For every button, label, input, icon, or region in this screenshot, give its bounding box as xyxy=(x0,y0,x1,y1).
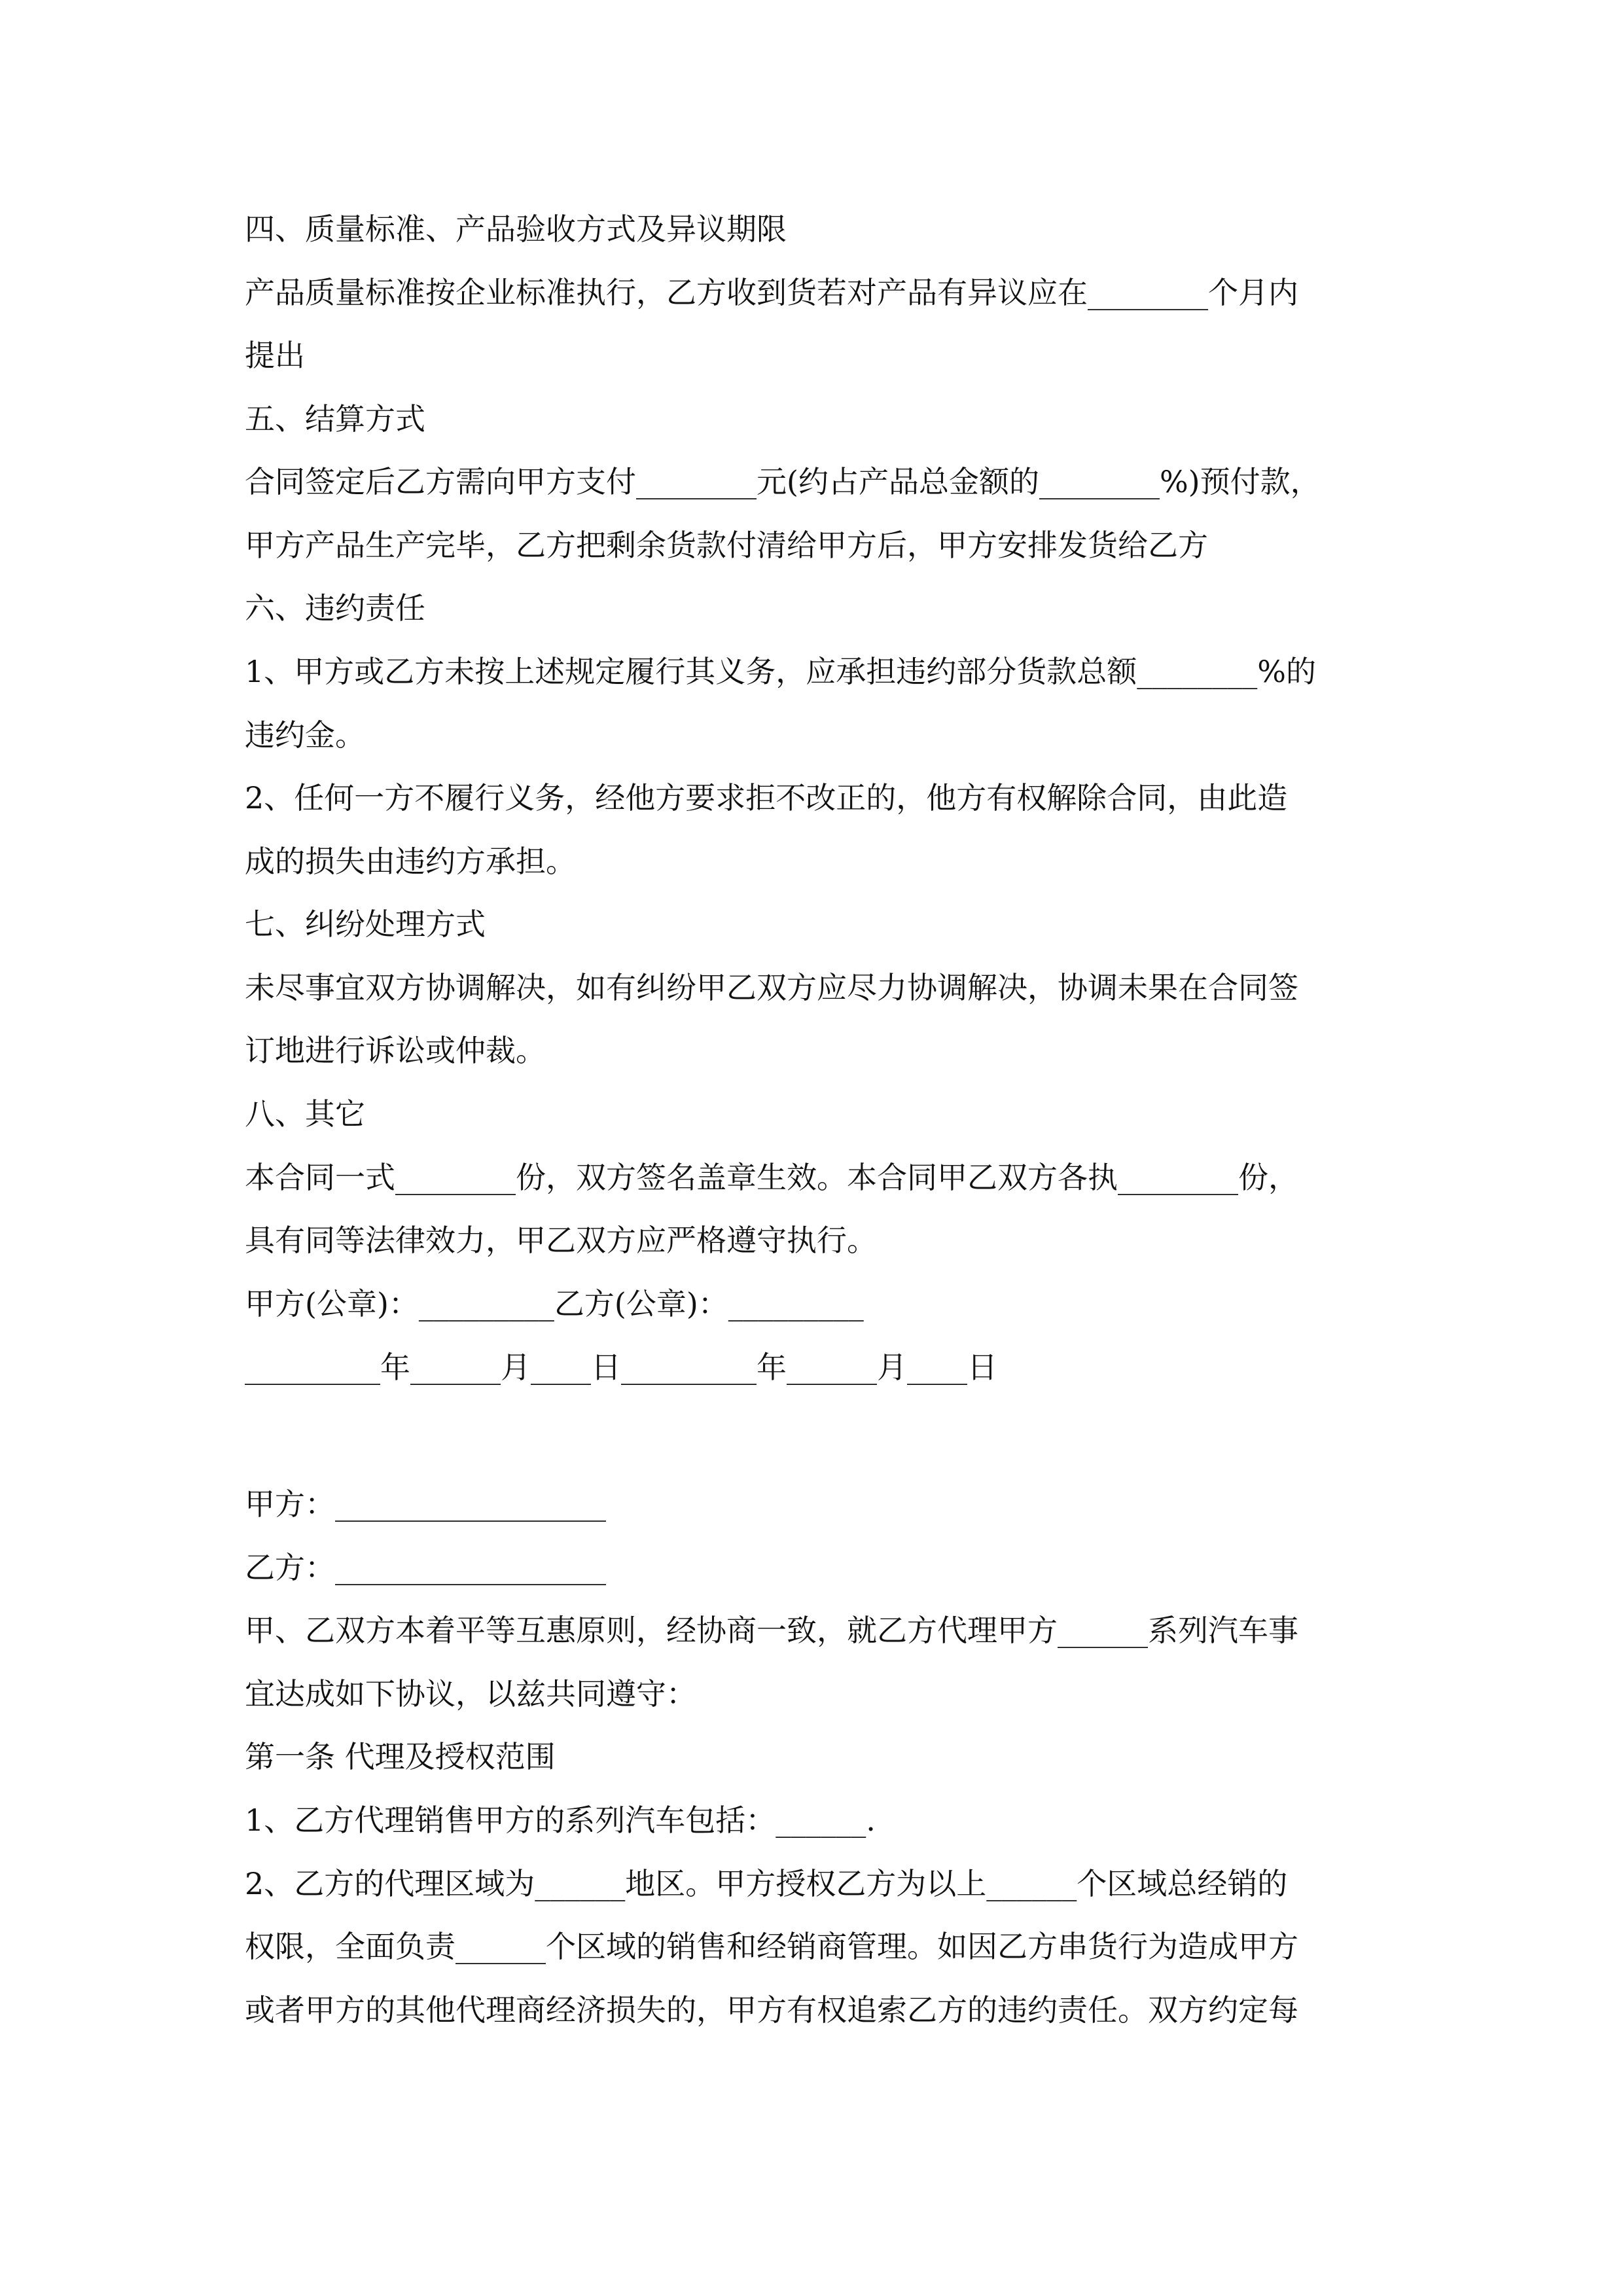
date-line: _________年______月____日_________年______月____日 xyxy=(245,1350,997,1385)
party-a-line: 甲方：__________________ xyxy=(245,1486,606,1522)
signature-line: 甲方(公章)：_________乙方(公章)：_________ xyxy=(245,1286,864,1321)
paragraph-line: 成的损失由违约方承担。 xyxy=(245,844,576,879)
party-b-line: 乙方：__________________ xyxy=(245,1550,606,1585)
section-heading-other: 八、其它 xyxy=(245,1096,365,1132)
paragraph-line: 宜达成如下协议，以兹共同遵守： xyxy=(245,1676,696,1712)
article-heading: 第一条 代理及授权范围 xyxy=(245,1739,556,1774)
paragraph-line: 订地进行诉讼或仲裁。 xyxy=(245,1033,546,1068)
paragraph-line: 本合同一式________份，双方签名盖章生效。本合同甲乙双方各执________份， xyxy=(245,1160,1298,1195)
paragraph-line: 违约金。 xyxy=(245,717,365,753)
paragraph-line: 1、乙方代理销售甲方的系列汽车包括：______. xyxy=(245,1803,876,1838)
paragraph-line: 产品质量标准按企业标准执行，乙方收到货若对产品有异议应在________个月内 xyxy=(245,275,1298,310)
paragraph-line: 提出 xyxy=(245,338,305,373)
paragraph-line: 具有同等法律效力，甲乙双方应严格遵守执行。 xyxy=(245,1223,877,1258)
paragraph-line: 合同签定后乙方需向甲方支付________元(约占产品总金额的________%)预付款， xyxy=(245,464,1321,499)
section-heading-quality: 四、质量标准、产品验收方式及异议期限 xyxy=(245,211,787,247)
paragraph-line: 2、任何一方不履行义务，经他方要求拒不改正的，他方有权解除合同，由此造 xyxy=(245,780,1288,816)
paragraph-line: 未尽事宜双方协调解决，如有纠纷甲乙双方应尽力协调解决，协调未果在合同签 xyxy=(245,970,1298,1005)
section-heading-liability: 六、违约责任 xyxy=(245,590,425,626)
section-heading-settlement: 五、结算方式 xyxy=(245,401,425,437)
paragraph-line: 2、乙方的代理区域为______地区。甲方授权乙方为以上______个区域总经销的 xyxy=(245,1866,1288,1901)
paragraph-line: 权限，全面负责______个区域的销售和经销商管理。如因乙方串货行为造成甲方 xyxy=(245,1929,1298,1964)
paragraph-line: 或者甲方的其他代理商经济损失的，甲方有权追索乙方的违约责任。双方约定每 xyxy=(245,1992,1298,2028)
paragraph-line: 甲方产品生产完毕，乙方把剩余货款付清给甲方后，甲方安排发货给乙方 xyxy=(245,528,1208,563)
paragraph-line: 甲、乙双方本着平等互惠原则，经协商一致，就乙方代理甲方______系列汽车事 xyxy=(245,1613,1298,1648)
section-heading-dispute: 七、纠纷处理方式 xyxy=(245,906,486,942)
paragraph-line: 1、甲方或乙方未按上述规定履行其义务，应承担违约部分货款总额________%的 xyxy=(245,654,1316,689)
